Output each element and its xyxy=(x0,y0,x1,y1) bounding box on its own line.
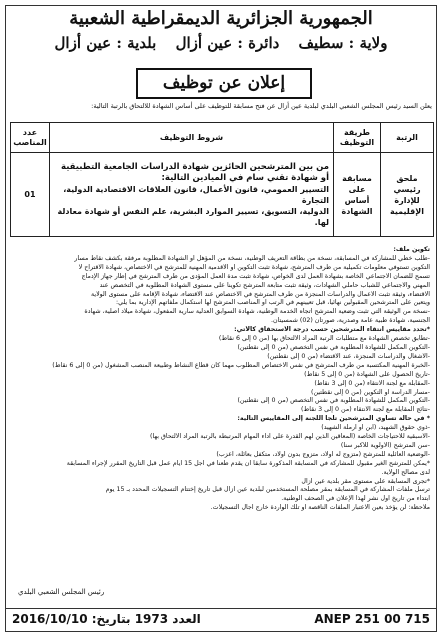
announcement-page xyxy=(5,5,437,632)
table-row xyxy=(11,153,434,237)
body-line: -سن المترشح (الأولوية للأكبر سنا) xyxy=(340,441,430,449)
body-line: تكوين ملف: xyxy=(393,246,430,253)
body-line: -الوضعية العائلية للمترشح (متزوج له أولاد، متزوج بدون أولاد، متكفل بعائلة، أعزب) xyxy=(216,450,430,458)
issue-date: العدد 1973 بتاريخ: 2016/10/10 xyxy=(12,612,201,626)
location-heading xyxy=(6,34,436,52)
body-line: الجنسية، شهادة طبية عامة وصدرية، صورتان (02) شمسيتان. xyxy=(270,317,430,325)
body-line: * في حالة تساوي المترشحين تلجأ اللجنة إلى المقاييس التالية: xyxy=(237,415,430,423)
ad-title-box: إعلان عن توظيف xyxy=(136,68,312,99)
condition-line: التسيير العمومي، قانون الأعمال، قانون العلاقات الاقتصادية الدولية، التجارة xyxy=(63,184,329,205)
header-conditions: شروط التوظيف xyxy=(50,123,334,153)
signature: رئيس المجلس الشعبي البلدي xyxy=(18,588,105,596)
body-line: المهني والاجتماعي للشباب حاملي الشهادات، وثيقة تثبت متابعة المترشح تكوينا على مستوى الشهادة المطلوبة في التخصص عند xyxy=(99,281,430,289)
body-line: لدى مصالح الولاية. xyxy=(381,468,430,476)
body-line: -تطابق تخصص الشهادة مع متطلبات الرتبة المراد الالتحاق بها (من 0 إلى 6 نقاط) xyxy=(218,335,430,343)
body-line: -مسار الدراسة أو التكوين (من 0 إلى نقطتين) xyxy=(311,388,430,396)
body-line: -الخبرة المهنية المكتسبة من طرف المترشح في نفس الاختصاص المطلوب مهما كان قطاع النشاط وطبيعة المنصب المشغول (من 0 إلى 6 نقاط) xyxy=(52,361,430,369)
body-line: -التكوين المكمل للشهادة المطلوبة في نفس التخصص (من 0 إلى نقطتين) xyxy=(237,397,430,405)
cell-conditions xyxy=(50,153,334,237)
condition-line: الدولية، التسويق، تسيير الموارد البشرية، علم النفس أو شهادة معادلة لها. xyxy=(57,206,329,227)
intro-text: يعلن السيد رئيس المجلس الشعبي البلدي لبلدية عين أزال عن فتح مسابقة للتوظيف على أساس الشهادة للالتحاق بالرتبة التالية: xyxy=(91,102,432,110)
body-line: -تاريخ الحصول على الشهادة (من 0 إلى 5 نقاط) xyxy=(304,370,430,378)
header-rank: الرتبة xyxy=(381,123,434,153)
table-header-row xyxy=(11,123,434,153)
body-line: -نتائج المقابلة مع لجنة الانتقاء (من 0 إلى 3 نقاط) xyxy=(300,406,430,414)
cell-count: 01 xyxy=(11,153,50,237)
body-line: -نسخة من الوثيقة التي تثبت وضعية المترشح اتجاه الخدمة الوطنية، شهادة السوابق العدلية سارية المفعول، شهادة ميلاد أصلية، شهادة xyxy=(84,308,430,316)
cell-mode: مسابقة على أساس الشهادة xyxy=(334,153,381,237)
body-line: *تحدد مقاييس انتقاء المترشحين حسب درجة الاستحقاق كالآتي: xyxy=(234,326,430,334)
commune-label: بلدية : عين أزال xyxy=(54,34,157,52)
body-line: التكوين تستوفي معلومات تكميلية من طرف المترشح، شهادة تثبت التكوين أو الأقدمية المهنية للمترشح في الاختصاص، شهادة الاقتراح لا xyxy=(78,263,430,271)
body-line: -التكوين المكمل للشهادة المطلوبة في نفس التخصص (من 0 إلى نقطتين) xyxy=(237,343,430,351)
body-line: ترسل ملفات المشاركة في المسابقة بمقر مصلحة المستخدمين لبلدية عين أزال قبل تاريخ إختتام التسجيلات المحدد بـ 15 يوم xyxy=(105,486,430,494)
condition-line: أو شهادة تقني سام في الميادين التالية: xyxy=(161,172,329,183)
body-line: تسمح للضمان الاجتماعي الخاصة بشهادة العمل لدى الخواص، شهادة تثبت مدة العمل المؤدى من طرف المترشح في إطار جهاز الإدماج xyxy=(81,272,430,280)
header-mode: طريقة التوظيف xyxy=(334,123,381,153)
body-line: -ذوي حقوق الشهيد، (ابن أو أرملة الشهيد) xyxy=(321,424,430,432)
footer-bar xyxy=(6,608,436,631)
body-line: *يمكن للمترشح الغير مقبول للمشاركة في المسابقة المذكورة سابقا أن يقدم طعنا في أجل 15 أيام عمل قبل التاريخ المقرر لإجراء المسابقة xyxy=(66,459,430,467)
wilaya-label: ولاية : سطيف xyxy=(298,34,388,52)
body-line: الاقتضاء، وثيقة تثبت الأعمال والدراسات المنجزة من طرف المترشح في الاختصاص عند الاقتضاء، شهادة الإقامة على مستوى الولاية xyxy=(90,290,430,298)
condition-line: من بين المترشحين الحائزين شهادة الدراسات الجامعية التطبيقية xyxy=(61,161,329,172)
body-line: ملاحظة: لن يؤخذ بعين الاعتبار الملفات الناقصة أو تلك الواردة خارج آجال التسجيلات. xyxy=(210,504,430,512)
body-line: -الأسبقية للاحتياجات الخاصة (المعاقين الذين لهم القدرة على أداء المهام المرتبطة بالرتبة المراد الالتحاق بها) xyxy=(150,433,430,441)
cell-rank: ملحق رئيسي للإدارة الإقليمية xyxy=(381,153,434,237)
body-line: ابتداء من تاريخ أول نشر لهذا الإعلان في الصحف الوطنية. xyxy=(281,495,430,503)
body-line: ويتعين على المترشحين المقبولين نهائيا، قبل تعيينهم في الرتب أو المناصب المترشح لها استكمال ملفاتهم الإدارية بما يلي: xyxy=(115,299,430,307)
announcement-body xyxy=(12,246,430,513)
anep-reference: ANEP 251 00 715 xyxy=(314,612,430,626)
header-count: عدد المناصب xyxy=(11,123,50,153)
republic-heading: الجمهورية الجزائرية الديمقراطية الشعبية xyxy=(69,8,373,29)
body-line: -المقابلة مع لجنة الانتقاء (من 0 إلى 3 نقاط) xyxy=(314,379,430,387)
daira-label: دائرة : عين أزال xyxy=(175,34,280,52)
body-line: -طلب خطي للمشاركة في المسابقة، نسخة من بطاقة التعريف الوطنية، نسخة من المؤهل أو الشهادة المطلوبة مرفقة بكشف نقاط مسار xyxy=(74,254,430,262)
body-line: -الأشغال والدراسات المنجزة، عند الاقتضاء (من 0 إلى نقطتين) xyxy=(267,352,430,360)
recruitment-table xyxy=(10,122,434,237)
body-line: *تجرى المسابقة على مستوى مقر بلدية عين أزال xyxy=(301,477,430,485)
